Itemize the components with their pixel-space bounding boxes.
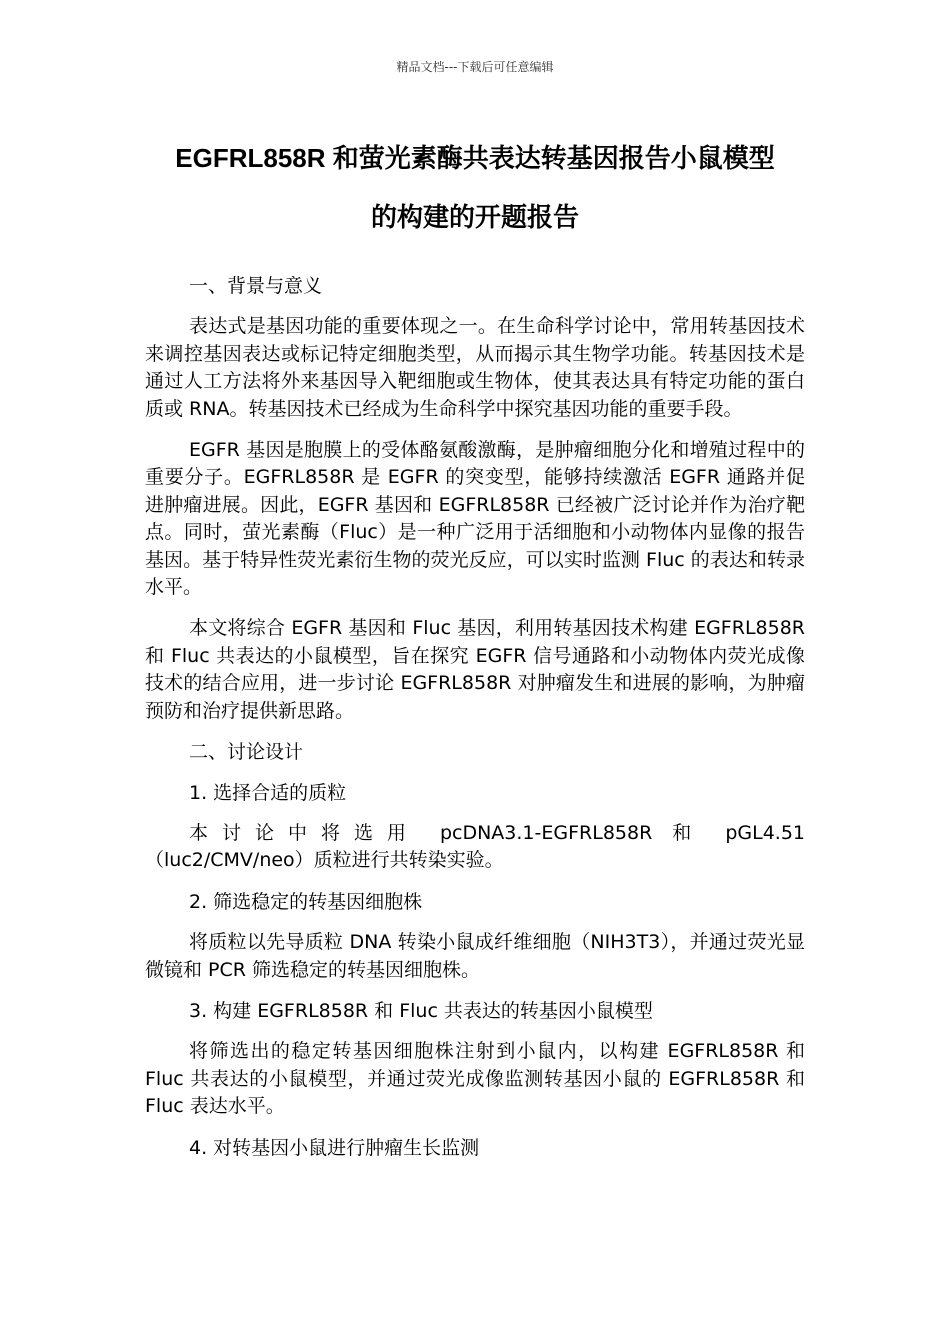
- header-note: 精品文档---下载后可任意编辑: [396, 60, 554, 74]
- section-heading-background: 一、背景与意义: [189, 275, 323, 297]
- step-heading-1: 1. 选择合适的质粒: [189, 781, 347, 804]
- step-heading-4: 4. 对转基因小鼠进行肿瘤生长监测: [189, 1136, 480, 1159]
- step-text-3: 将筛选出的稳定转基因细胞株注射到小鼠内，以构建 EGFRL858R 和 Fluc 共表达的小鼠模型，并通过荧光成像监测转基因小鼠的 EGFRL858R 和 Fluc 表达水平。: [145, 1040, 805, 1118]
- step-text-1: 本讨论中将选用 pcDNA3.1-EGFRL858R 和 pGL4.51（luc2/CMV/neo）质粒进行共转染实验。: [145, 821, 805, 872]
- step-text-2: 将质粒以先导质粒 DNA 转染小鼠成纤维细胞（NIH3T3），并通过荧光显微镜和 PCR 筛选稳定的转基因细胞株。: [145, 931, 805, 981]
- step-heading-3: 3. 构建 EGFRL858R 和 Fluc 共表达的转基因小鼠模型: [189, 999, 653, 1022]
- document-body: [145, 273, 805, 1175]
- step-heading-2: 2. 筛选稳定的转基因细胞株: [189, 890, 423, 913]
- section-heading-design: 二、讨论设计: [189, 741, 304, 764]
- paragraph-background-3: 本文将综合 EGFR 基因和 Fluc 基因，利用转基因技术构建 EGFRL858R 和 Fluc 共表达的小鼠模型，旨在探究 EGFR 信号通路和小动物体内荧光成像技术的结合应用，进一步讨论 EGFRL858R 对肿瘤发生和进展的影响，为肿瘤预防和治疗提供新思路。: [145, 617, 805, 722]
- paragraph-background-1: 表达式是基因功能的重要体现之一。在生命科学讨论中，常用转基因技术来调控基因表达或标记特定细胞类型，从而揭示其生物学功能。转基因技术是通过人工方法将外来基因导入靶细胞或生物体，使其表达具有特定功能的蛋白质或 RNA。转基因技术已经成为生命科学中探究基因功能的重要手段。: [145, 315, 805, 420]
- document-title-line-1: EGFRL858R 和萤光素酶共表达转基因报告小鼠模型: [175, 143, 775, 173]
- document-title-line-2: 的构建的开题报告: [370, 202, 579, 232]
- paragraph-background-2: EGFR 基因是胞膜上的受体酪氨酸激酶，是肿瘤细胞分化和增殖过程中的重要分子。EGFRL858R 是 EGFR 的突变型，能够持续激活 EGFR 通路并促进肿瘤进展。因此，EGFR 基因和 EGFRL858R 已经被广泛讨论并作为治疗靶点。同时，萤光素酶（Fluc）是一种广泛用于活细胞和小动物体内显像的报告基因。基于特异性荧光素衍生物的荧光反应，可以实时监测 Fluc 的表达和转录水平。: [145, 439, 805, 599]
